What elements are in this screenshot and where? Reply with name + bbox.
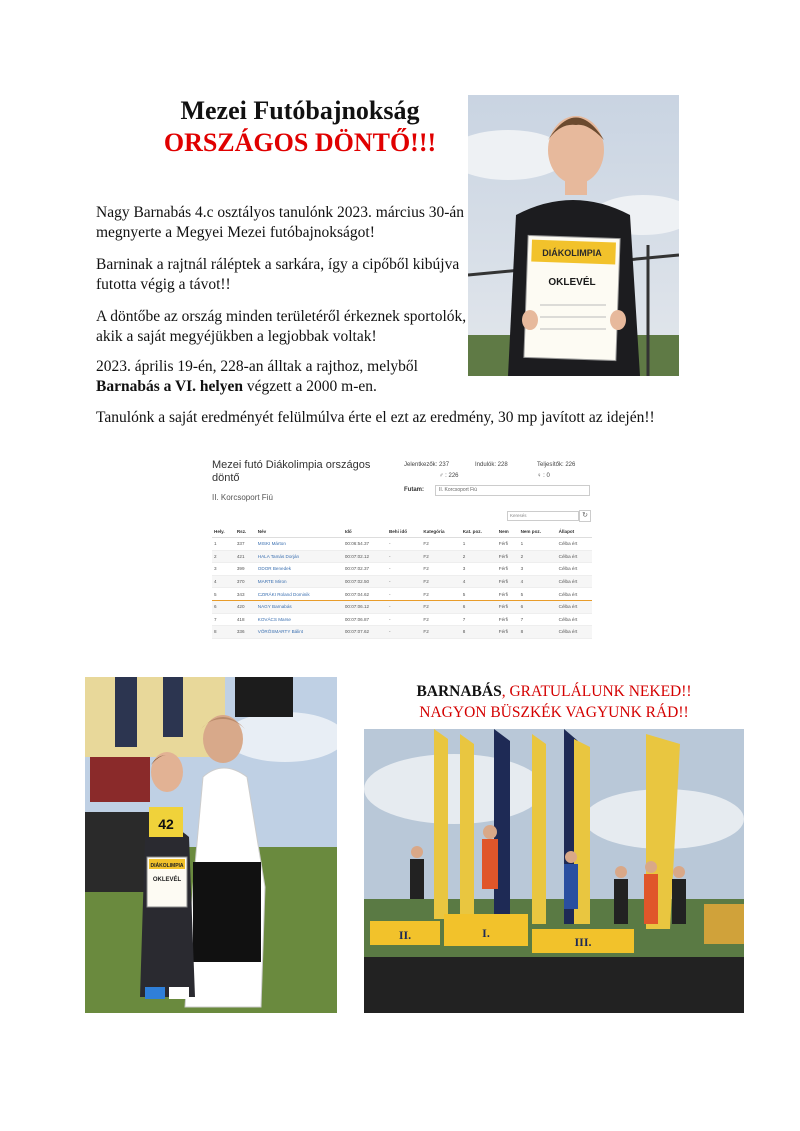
paragraph-5: Tanulónk a saját eredményét felülmúlva érte el ezt az eredmény, 30 mp javított az idején!! xyxy=(96,409,655,426)
refresh-icon[interactable]: ↻ xyxy=(579,510,591,522)
results-col-header[interactable]: Nem poz. xyxy=(519,525,557,538)
table-cell: 00:07:04.62 xyxy=(343,588,387,601)
podium-first: I. xyxy=(482,926,490,940)
table-cell: 3 xyxy=(461,563,497,576)
table-cell: 5 xyxy=(519,588,557,601)
athlete-name-link[interactable]: NAGY Barnabás xyxy=(256,600,343,613)
stat-starters: Indulók: 228 xyxy=(475,462,508,468)
table-cell: - xyxy=(387,600,421,613)
table-cell: Célba ért xyxy=(557,563,592,576)
athlete-name-link[interactable]: CZIRÁKI Roland Dominik xyxy=(256,588,343,601)
results-subtitle: II. Korcsoport Fiú xyxy=(212,493,273,502)
small-certificate-title: OKLEVÉL xyxy=(152,877,182,883)
table-cell: Célba ért xyxy=(557,626,592,639)
table-cell: Férfi xyxy=(497,538,519,551)
table-cell: Célba ért xyxy=(557,538,592,551)
table-cell: 421 xyxy=(235,550,256,563)
stat-female: ♀ : 0 xyxy=(537,473,550,479)
table-row[interactable] xyxy=(212,626,592,639)
table-cell: F2 xyxy=(421,563,460,576)
table-cell: Célba ért xyxy=(557,550,592,563)
page-subtitle: ORSZÁGOS DÖNTŐ!!! xyxy=(163,128,437,157)
table-cell: 2 xyxy=(461,550,497,563)
table-cell: 399 xyxy=(235,563,256,576)
results-col-header[interactable]: Behi idő xyxy=(387,525,421,538)
table-cell: 336 xyxy=(235,626,256,639)
futam-label: Futam: xyxy=(404,487,424,493)
paragraph-4-bold: Barnabás a VI. helyen xyxy=(96,378,243,395)
table-row[interactable] xyxy=(212,588,592,601)
paragraph-4 xyxy=(96,357,476,397)
table-cell: Férfi xyxy=(497,613,519,626)
table-row[interactable] xyxy=(212,600,592,613)
results-col-header[interactable]: Név xyxy=(256,525,343,538)
table-cell: - xyxy=(387,538,421,551)
table-cell: - xyxy=(387,563,421,576)
table-cell: - xyxy=(387,588,421,601)
table-cell: 3 xyxy=(519,563,557,576)
paragraph-2: Barninak a rajtnál ráléptek a sarkára, így a cipőből kibújva futotta végig a távot!! xyxy=(96,256,460,293)
table-cell: 343 xyxy=(235,588,256,601)
table-cell: 5 xyxy=(212,588,235,601)
table-cell: F2 xyxy=(421,626,460,639)
table-cell: Férfi xyxy=(497,563,519,576)
table-cell: F2 xyxy=(421,613,460,626)
athlete-name-link[interactable]: ODOR Benedek xyxy=(256,563,343,576)
paragraph-4-end: végzett a 2000 m-en. xyxy=(243,378,377,395)
table-cell: 6 xyxy=(519,600,557,613)
table-row[interactable] xyxy=(212,538,592,551)
table-cell: 370 xyxy=(235,575,256,588)
stat-male: ♂ : 226 xyxy=(439,473,459,479)
table-cell: Férfi xyxy=(497,600,519,613)
congrats-line-1-rest: , GRATULÁLUNK NEKED!! xyxy=(501,683,692,700)
table-cell: 1 xyxy=(519,538,557,551)
table-cell: 00:07:07.62 xyxy=(343,626,387,639)
table-cell: F2 xyxy=(421,600,460,613)
results-col-header[interactable]: Kat. poz. xyxy=(461,525,497,538)
table-cell: Célba ért xyxy=(557,613,592,626)
results-title: Mezei futó Diákolimpia országos döntő xyxy=(212,459,371,484)
results-col-header[interactable]: Rsz. xyxy=(235,525,256,538)
table-cell: 418 xyxy=(235,613,256,626)
table-cell: Célba ért xyxy=(557,600,592,613)
table-cell: Célba ért xyxy=(557,588,592,601)
results-col-header[interactable]: Állapot xyxy=(557,525,592,538)
table-cell: Férfi xyxy=(497,588,519,601)
table-cell: F2 xyxy=(421,550,460,563)
certificate xyxy=(524,235,620,360)
table-cell: 7 xyxy=(519,613,557,626)
table-cell: 2 xyxy=(519,550,557,563)
results-col-header[interactable]: Kategória xyxy=(421,525,460,538)
athlete-name-link[interactable]: MARTE Miron xyxy=(256,575,343,588)
stat-registered: Jelentkezők: 237 xyxy=(404,462,450,468)
athlete-name-link[interactable]: KOVÁCS Marse xyxy=(256,613,343,626)
photo-podium xyxy=(364,729,744,1013)
results-col-header[interactable]: Idő xyxy=(343,525,387,538)
table-cell: 4 xyxy=(519,575,557,588)
table-cell: 6 xyxy=(461,600,497,613)
stat-finished: Teljesítők: 226 xyxy=(537,462,576,468)
table-cell: - xyxy=(387,613,421,626)
table-cell: 4 xyxy=(212,575,235,588)
table-row[interactable] xyxy=(212,575,592,588)
table-cell: 3 xyxy=(212,563,235,576)
table-cell: 1 xyxy=(212,538,235,551)
results-search-input[interactable]: Keresés xyxy=(507,511,579,521)
table-cell: Férfi xyxy=(497,575,519,588)
table-cell: 8 xyxy=(461,626,497,639)
congrats-line-2: NAGYON BÜSZKÉK VAGYUNK RÁD!! xyxy=(419,704,689,721)
photo-boy-certificate xyxy=(468,95,679,376)
results-col-header[interactable]: Hely. xyxy=(212,525,235,538)
paragraph-3: A döntőbe az ország minden területéről érkeznek sportolók, akik a saját megyéjükben a legjobbak voltak! xyxy=(96,308,467,345)
table-cell: - xyxy=(387,575,421,588)
table-cell: 7 xyxy=(212,613,235,626)
athlete-name-link[interactable]: VÖRÖSMARTY Bálint xyxy=(256,626,343,639)
table-cell: 2 xyxy=(212,550,235,563)
table-cell: 00:06:54.37 xyxy=(343,538,387,551)
bib-number: 42 xyxy=(158,816,174,832)
congrats-name: BARNABÁS xyxy=(416,683,502,700)
paragraph-4-start: 2023. április 19-én, 228-an álltak a rajthoz, melyből xyxy=(96,358,418,375)
congrats-line-1 xyxy=(364,683,744,701)
table-cell: F2 xyxy=(421,575,460,588)
table-cell: - xyxy=(387,550,421,563)
table-cell: 8 xyxy=(519,626,557,639)
table-cell: Célba ért xyxy=(557,575,592,588)
table-cell: 6 xyxy=(212,600,235,613)
small-certificate-brand: DIÁKOLIMPIA xyxy=(150,863,184,869)
table-cell: 337 xyxy=(235,538,256,551)
table-cell: 00:07:06.87 xyxy=(343,613,387,626)
table-cell: 420 xyxy=(235,600,256,613)
page-title: Mezei Futóbajnokság xyxy=(180,96,420,125)
results-col-header[interactable]: Nem xyxy=(497,525,519,538)
table-cell: F2 xyxy=(421,538,460,551)
table-cell: - xyxy=(387,626,421,639)
table-cell: 4 xyxy=(461,575,497,588)
table-cell: 8 xyxy=(212,626,235,639)
podium-second: II. xyxy=(398,928,412,942)
results-table xyxy=(212,525,592,639)
results-screenshot xyxy=(207,455,595,635)
paragraph-1: Nagy Barnabás 4.c osztályos tanulónk 2023. március 30-án megnyerte a Megyei Mezei futóbajnokságot! xyxy=(96,204,465,241)
certificate-title: OKLEVÉL xyxy=(548,277,596,288)
table-cell: 00:07:02.37 xyxy=(343,563,387,576)
table-cell: 7 xyxy=(461,613,497,626)
table-row[interactable] xyxy=(212,550,592,563)
table-cell: 1 xyxy=(461,538,497,551)
table-cell: 00:07:02.50 xyxy=(343,575,387,588)
table-cell: 5 xyxy=(461,588,497,601)
futam-select[interactable]: II. Korcsoport Fiú xyxy=(435,485,590,496)
athlete-name-link[interactable]: HALA Tamás Dorján xyxy=(256,550,343,563)
table-cell: Férfi xyxy=(497,550,519,563)
table-row[interactable] xyxy=(212,563,592,576)
table-cell: F2 xyxy=(421,588,460,601)
table-cell: Férfi xyxy=(497,626,519,639)
table-cell: 00:07:06.12 xyxy=(343,600,387,613)
table-row[interactable] xyxy=(212,613,592,626)
athlete-name-link[interactable]: MISKI Márton xyxy=(256,538,343,551)
photo-boy-with-teacher xyxy=(85,677,337,1013)
certificate-brand: DIÁKOLIMPIA xyxy=(542,248,602,258)
podium-third: III. xyxy=(574,935,592,949)
table-cell: 00:07:02.12 xyxy=(343,550,387,563)
